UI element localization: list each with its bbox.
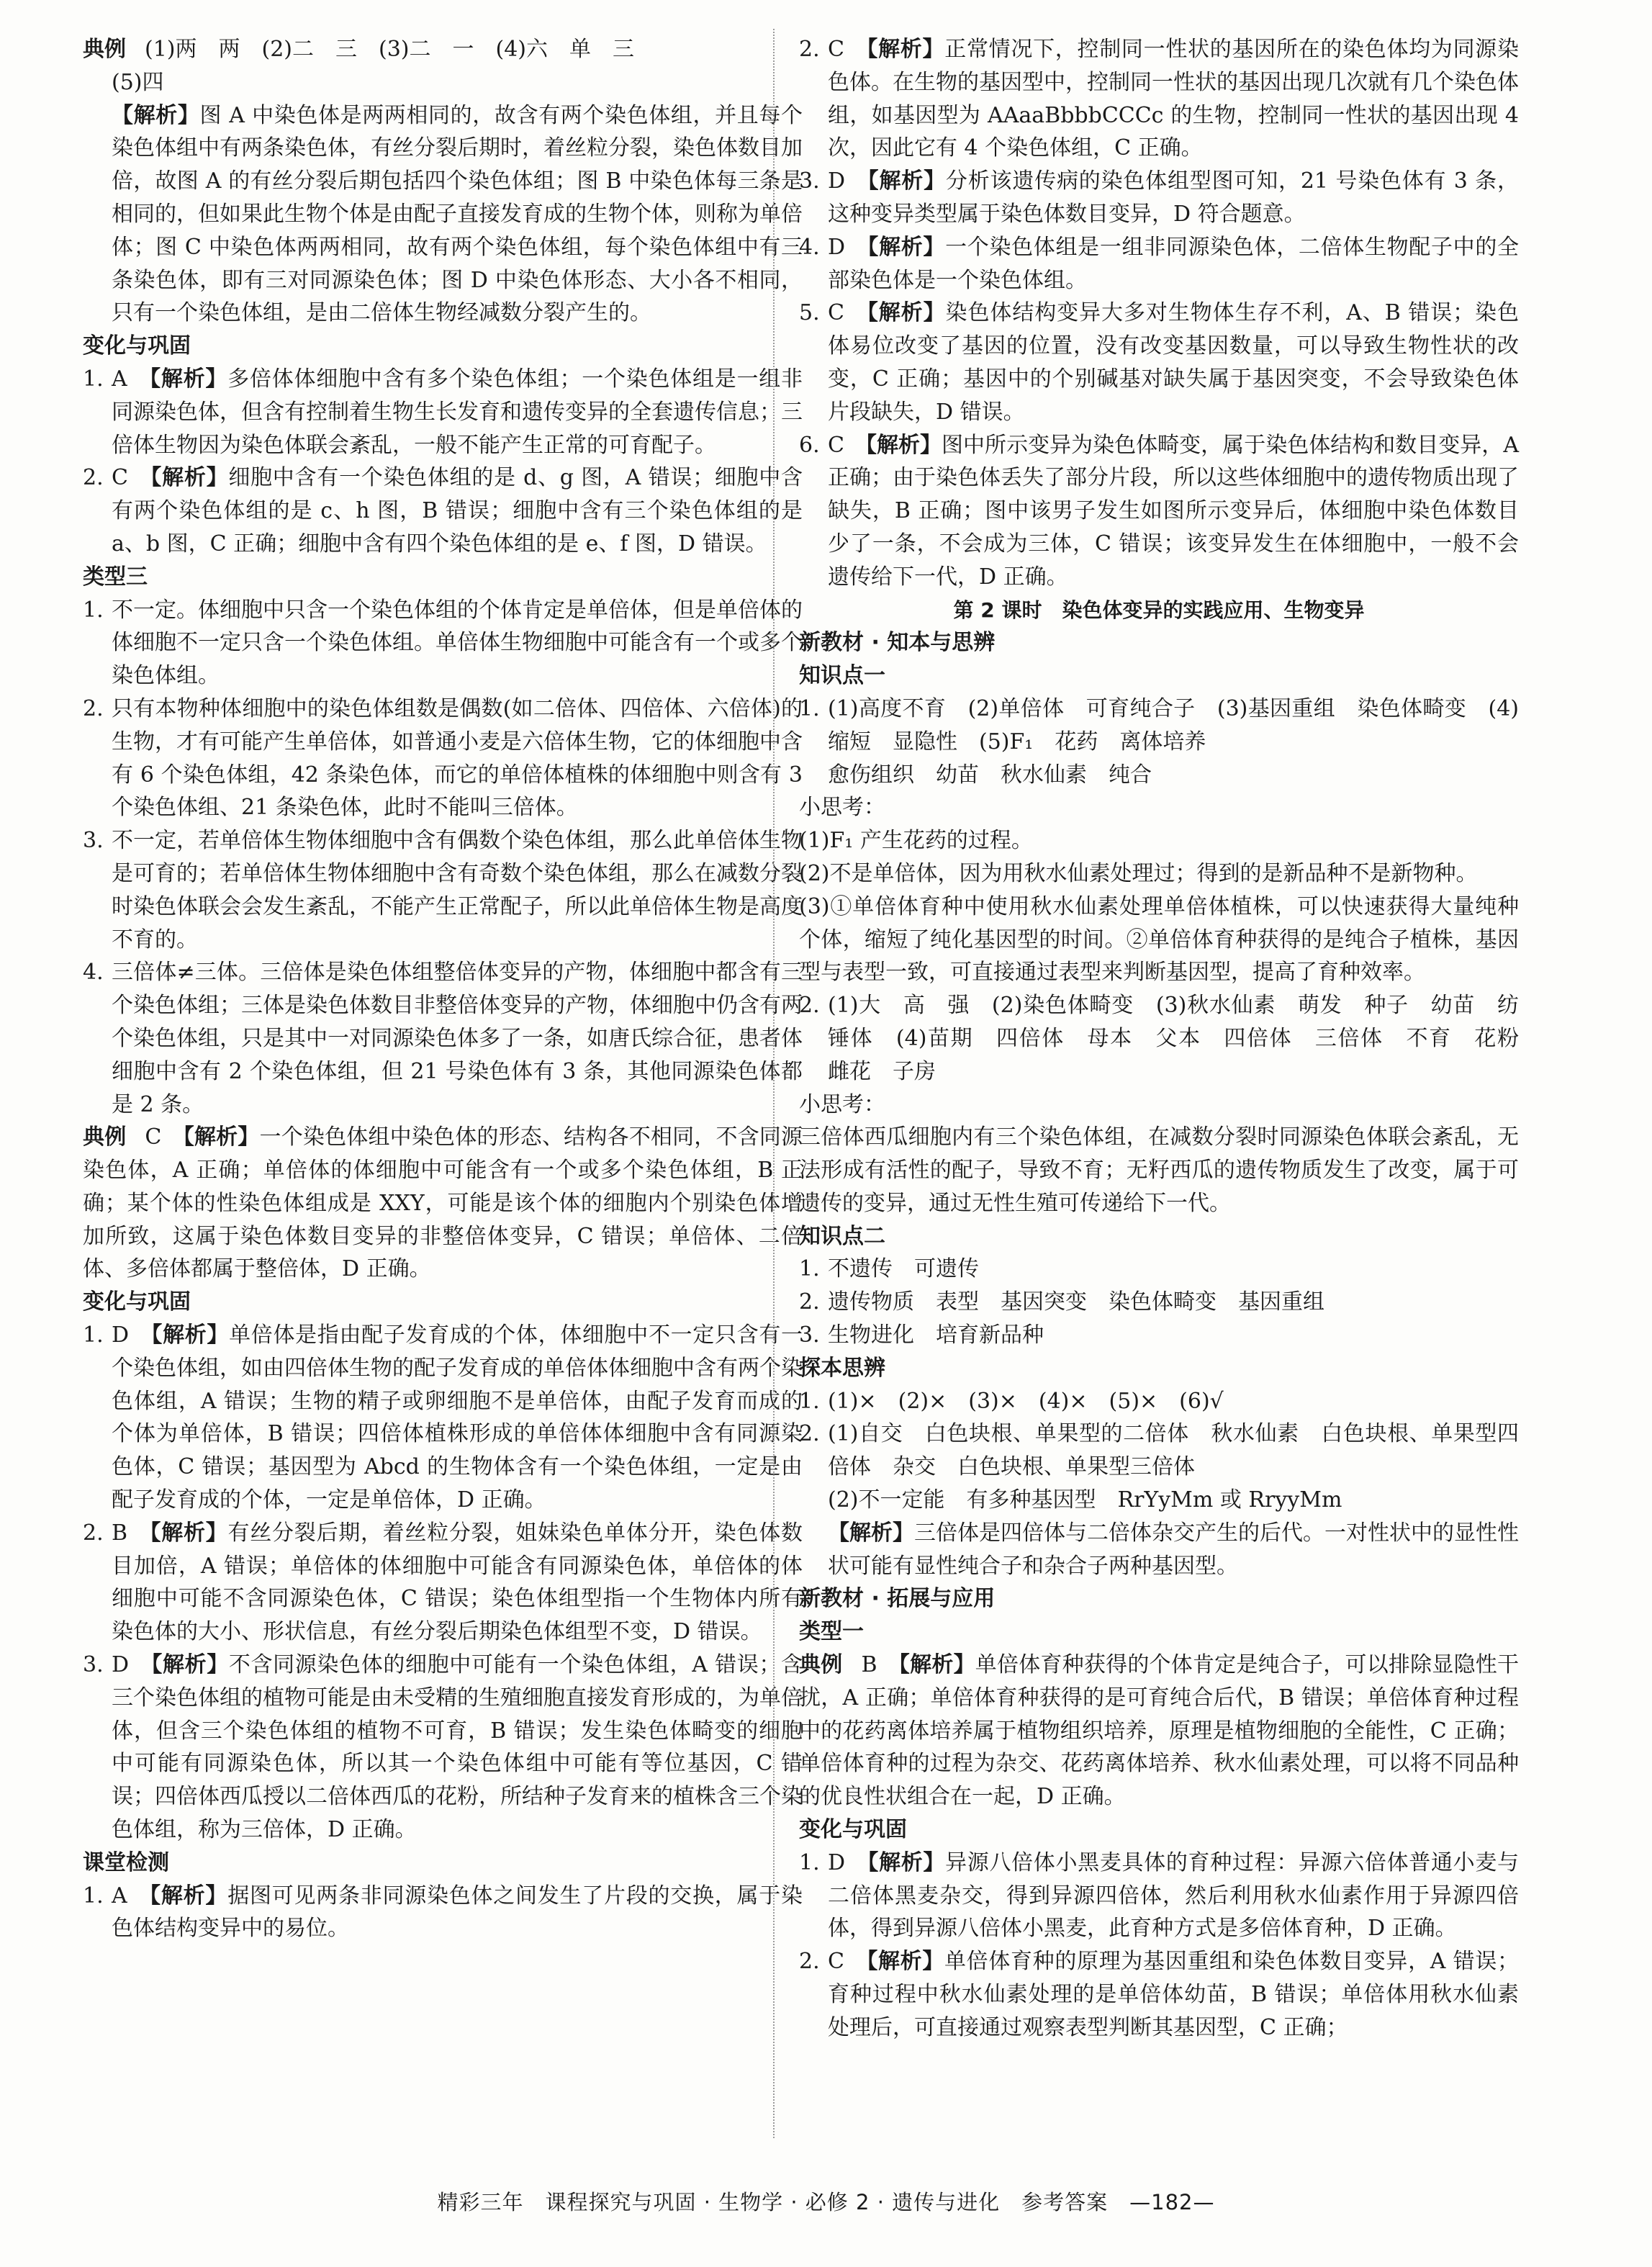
answer-paragraph	[83, 33, 803, 66]
analysis-marker: 【解析】	[865, 432, 942, 458]
item-text: 三倍体≠三体。三倍体是染色体组整倍体变异的产物，体细胞中都含有三个染色体组；三体是染色体数目非整倍体变异的产物，体细胞中仍含有两个染色体组，只是其中一对同源染色体多了一条，如唐氏综合征，患者体细胞中含有 2 个染色体组，但 21 号染色体有 3 条，其他同源染色体都是 2 条。	[112, 960, 803, 1117]
item-text: C 【解析】染色体结构变异大多对生物体生存不利，A、B 错误；染色体易位改变了基因的位置，没有改变基因数量，可以导致生物性状的改变，C 正确；基因中的个别碱基对缺失属于基因突变，不会导致染色体片段缺失，D 错误。	[828, 300, 1519, 425]
item-number: 1.	[799, 1388, 820, 1414]
label-tag: 典例	[83, 37, 126, 62]
section-heading: 类型一	[799, 1619, 864, 1645]
paragraph-text: 小思考：	[799, 1091, 885, 1117]
item-text: 不遗传 可遗传	[828, 1256, 979, 1282]
analysis-marker: 【解析】	[150, 1520, 228, 1546]
paragraph-text: (3)①单倍体育种中使用秋水仙素处理单倍体植株，可以快速获得大量纯种个体，缩短了纯化基因型的时间。②单倍体育种获得的是纯合子植株，基因型与表型一致，可直接通过表型来判断基因型，提高了育种效率。	[799, 893, 1519, 986]
item-text: B 【解析】有丝分裂后期，着丝粒分裂，姐妹染色单体分开，染色体数目加倍，A 错误；单倍体的体细胞中可能含有同源染色体，单倍体的体细胞中可能不含同源染色体，C 错误；染色体组型指一个生物体内所有染色体的大小、形状信息，有丝分裂后期染色体组型不变，D 错误。	[112, 1520, 803, 1645]
item-number: 1.	[799, 1256, 820, 1282]
answer-paragraph	[799, 1089, 1519, 1122]
answer-item	[83, 693, 803, 824]
item-text: (1)× (2)× (3)× (4)× (5)× (6)√	[828, 1388, 1224, 1414]
answer-paragraph	[799, 891, 1519, 989]
answer-item	[799, 1319, 1519, 1352]
paragraph-text: B 【解析】单倍体育种获得的个体肯定是纯合子，可以排除显隐性干扰，A 正确；单倍体育种获得的是可育纯合后代，B 错误；单倍体育种过程中的花药离体培养属于植物组织培养，原理是植物细胞的全能性，C 正确；单倍体育种的过程为杂交、花药离体培养、秋水仙素处理，可以将不同品种的优良性状组合在一起，D 正确。	[799, 1652, 1520, 1810]
answer-item	[799, 1418, 1519, 1484]
analysis-marker: 【解析】	[151, 1652, 229, 1678]
item-text: C 【解析】细胞中含有一个染色体组的是 d、g 图，A 错误；细胞中含有两个染色体组的是 c、h 图，B 错误；细胞中含有三个染色体组的是 a、b 图，C 正确；细胞中含有四个染色体组的是 e、f 图，D 错误。	[112, 465, 803, 556]
answer-paragraph	[799, 759, 1519, 792]
item-number: 1.	[83, 1883, 104, 1908]
answer-item	[799, 1385, 1519, 1418]
item-text: D 【解析】异源八倍体小黑麦具体的育种过程：异源六倍体普通小麦与二倍体黑麦杂交，得到异源四倍体，然后利用秋水仙素作用于异源四倍体，得到异源八倍体小黑麦，此育种方式是多倍体育种，D 正确。	[828, 1849, 1519, 1942]
label-tag: 【解析】	[112, 102, 200, 128]
item-number: 5.	[799, 300, 820, 326]
lesson-title: 第 2 课时 染色体变异的实践应用、生物变异	[953, 598, 1365, 622]
analysis-marker: 【解析】	[867, 1949, 944, 1975]
answer-item	[83, 1649, 803, 1847]
answer-item	[799, 33, 1519, 165]
item-number: 2.	[799, 993, 820, 1019]
item-number: 1.	[799, 1849, 820, 1875]
paragraph-text: C 【解析】一个染色体组中染色体的形态、结构各不相同，不含同源染色体，A 正确；单倍体的体细胞中可能含有一个或多个染色体组，B 正确；某个体的性染色体组成是 XXY，可能是该个体的细胞内个别染色体增加所致，这属于染色体数目变异的非整倍体变异，C 错误；单倍体、二倍体、多倍体都属于整倍体，D 正确。	[83, 1125, 803, 1282]
item-text: 遗传物质 表型 基因突变 染色体畸变 基因重组	[828, 1289, 1324, 1315]
answer-item	[799, 1847, 1519, 1945]
analysis-marker: 【解析】	[183, 1125, 260, 1150]
left-column	[83, 33, 803, 1945]
paragraph-text: 小思考：	[799, 795, 885, 821]
analysis-marker: 【解析】	[867, 37, 945, 62]
section-heading: 新教材 · 拓展与应用	[799, 1586, 996, 1612]
item-text: 只有本物种体细胞中的染色体组数是偶数(如二倍体、四倍体、六倍体)的生物，才有可能产生单倍体，如普通小麦是六倍体生物，它的体细胞中含有 6 个染色体组，42 条染色体，而它的单倍体植株的体细胞中则含有 3 个染色体组、21 条染色体，此时不能叫三倍体。	[112, 695, 803, 821]
label-tag: 【解析】	[828, 1520, 914, 1546]
item-text: D 【解析】一个染色体组是一组非同源染色体，二倍体生物配子中的全部染色体是一个染色体组。	[828, 234, 1519, 293]
paragraph-text: (2)不一定能 有多种基因型 RrYyMm 或 RryyMm	[828, 1487, 1342, 1513]
item-text: D 【解析】不含同源染色体的细胞中可能有一个染色体组，A 错误；含三个染色体组的植物可能是由未受精的生殖细胞直接发育形成的，为单倍体，但含三个染色体组的植物不可育，B 错误；发生染色体畸变的细胞中可能有同源染色体，所以其一个染色体组中可能有等位基因，C 错误；四倍体西瓜授以二倍体西瓜的花粉，所结种子发育来的植株含三个染色体组，称为三倍体，D 正确。	[112, 1652, 803, 1843]
label-tag: 典例	[83, 1125, 127, 1150]
item-number: 4.	[799, 234, 820, 260]
item-number: 3.	[799, 1322, 820, 1348]
answer-paragraph	[799, 857, 1519, 891]
item-number: 2.	[83, 1520, 104, 1546]
answer-item	[83, 824, 803, 956]
answer-item	[799, 693, 1519, 759]
paragraph-text: 三倍体西瓜细胞内有三个染色体组，在减数分裂时同源染色体联会紊乱，无法形成有活性的配子，导致不育；无籽西瓜的遗传物质发生了改变，属于可遗传的变异，通过无性生殖可传递给下一代。	[799, 1125, 1519, 1216]
answer-item	[83, 461, 803, 560]
analysis-marker: 【解析】	[150, 1883, 228, 1908]
item-text: D 【解析】分析该遗传病的染色体组型图可知，21 号染色体有 3 条，这种变异类型属于染色体数目变异，D 符合题意。	[828, 168, 1519, 227]
answer-item	[799, 231, 1519, 297]
answer-item	[799, 297, 1519, 428]
answer-item	[799, 989, 1540, 1088]
section-heading: 变化与巩固	[83, 1289, 191, 1315]
item-text: C 【解析】单倍体育种的原理为基因重组和染色体数目变异，A 错误；育种过程中秋水仙素处理的是单倍体幼苗，B 错误；单倍体用秋水仙素处理后，可直接通过观察表型判断其基因型，C 正确；	[828, 1949, 1519, 2040]
item-text: C 【解析】图中所示变异为染色体畸变，属于染色体结构和数目变异，A 正确；由于染色体丢失了部分片段，所以这些体细胞中的遗传物质出现了缺失，B 正确；图中该男子发生如图所示变异后，体细胞中染色体数目少了一条，不会成为三体，C 错误；该变异发生在体细胞中，一般不会遗传给下一代，D 正确。	[828, 432, 1519, 590]
analysis-marker: 【解析】	[867, 1849, 946, 1875]
answer-item	[83, 1319, 803, 1517]
answer-paragraph	[799, 1649, 1519, 1813]
item-number: 2.	[83, 465, 104, 491]
item-number: 1.	[83, 1322, 104, 1348]
section-heading: 新教材 · 知本与思辨	[799, 630, 996, 656]
analysis-marker: 【解析】	[150, 465, 229, 491]
item-number: 1.	[83, 366, 104, 392]
answer-item	[83, 594, 803, 693]
item-number: 4.	[83, 960, 104, 986]
section-heading: 知识点一	[799, 663, 885, 689]
item-text: C 【解析】正常情况下，控制同一性状的基因所在的染色体均为同源染色体。在生物的基因型中，控制同一性状的基因出现几次就有几个染色体组，如基因型为 AAaaBbbbCCCc 的生物，控制同一性状的基因出现 4 次，因此它有 4 个染色体组，C 正确。	[828, 37, 1520, 161]
right-column	[799, 33, 1540, 2045]
answer-item	[83, 1517, 803, 1649]
item-text: A 【解析】据图可见两条非同源染色体之间发生了片段的交换，属于染色体结构变异中的易位。	[112, 1883, 803, 1942]
answer-paragraph	[799, 1121, 1519, 1220]
analysis-marker: 【解析】	[898, 1652, 975, 1678]
section-heading: 探本思辨	[799, 1355, 885, 1381]
item-number: 3.	[83, 1652, 104, 1678]
item-text: D 【解析】单倍体是指由配子发育成的个体，体细胞中不一定只含有一个染色体组，如由四倍体生物的配子发育成的单倍体体细胞中含有两个染色体组，A 错误；生物的精子或卵细胞不是单倍体，由配子发育而成的个体为单倍体，B 错误；四倍体植株形成的单倍体体细胞中含有同源染色体，C 错误；基因型为 Abcd 的生物体含有一个染色体组，一定是由配子发育成的个体，一定是单倍体，D 正确。	[112, 1322, 803, 1513]
answer-paragraph	[799, 791, 1519, 824]
answer-paragraph	[799, 824, 1519, 857]
analysis-marker: 【解析】	[867, 300, 946, 326]
item-text: (1)高度不育 (2)单倍体 可育纯合子 (3)基因重组 染色体畸变 (4)缩短 显隐性 (5)F₁ 花药 离体培养	[828, 695, 1519, 754]
section-heading: 变化与巩固	[799, 1817, 907, 1843]
item-number: 2.	[799, 1949, 820, 1975]
paragraph-text: (2)不是单倍体，因为用秋水仙素处理过；得到的是新品种不是新物种。	[799, 860, 1478, 886]
answer-paragraph	[83, 66, 803, 99]
section-heading: 类型三	[83, 564, 148, 590]
paragraph-text: 三倍体是四倍体与二倍体杂交产生的后代。一对性状中的显性性状可能有显性纯合子和杂合子两种基因型。	[828, 1520, 1519, 1579]
item-number: 2.	[83, 695, 104, 721]
answer-item	[799, 1286, 1519, 1319]
paragraph-text: 图 A 中染色体是两两相同的，故含有两个染色体组，并且每个染色体组中有两条染色体，有丝分裂后期时，着丝粒分裂，染色体数目加倍，故图 A 的有丝分裂后期包括四个染色体组；图 B 中染色体每三条是相同的，但如果此生物个体是由配子直接发育成的生物个体，则称为单倍体；图 C 中染色体两两相同，故有两个染色体组，每个染色体组中有三条染色体，即有三对同源染色体；图 D 中染色体形态、大小各不相同，只有一个染色体组，是由二倍体生物经减数分裂产生的。	[112, 102, 803, 326]
answer-item	[799, 165, 1519, 231]
page-footer: 精彩三年 课程探究与巩固 · 生物学 · 必修 2 · 遗传与进化 参考答案 —182—	[437, 2190, 1215, 2214]
answer-item	[799, 1945, 1519, 2044]
paragraph-text: (1)两 两 (2)二 三 (3)二 一 (4)六 单 三	[145, 37, 634, 62]
label-tag: 典例	[799, 1652, 843, 1678]
answer-item	[83, 1880, 803, 1946]
item-text: 生物进化 培育新品种	[828, 1322, 1044, 1348]
column-divider	[773, 29, 775, 2138]
item-number: 2.	[799, 1421, 820, 1447]
analysis-marker: 【解析】	[867, 234, 946, 260]
item-text: 不一定，若单倍体生物体细胞中含有偶数个染色体组，那么此单倍体生物是可育的；若单倍体生物体细胞中含有奇数个染色体组，那么在减数分裂时染色体联会会发生紊乱，不能产生正常配子，所以此单倍体生物是高度不育的。	[112, 828, 803, 952]
section-heading: 课堂检测	[83, 1849, 169, 1875]
answer-paragraph	[799, 1484, 1519, 1517]
analysis-marker: 【解析】	[151, 1322, 230, 1348]
analysis-marker: 【解析】	[867, 168, 946, 194]
answer-paragraph	[799, 1517, 1519, 1583]
section-heading: 变化与巩固	[83, 333, 191, 359]
item-text: 不一定。体细胞中只含一个染色体组的个体肯定是单倍体，但是单倍体的体细胞不一定只含一个染色体组。单倍体生物细胞中可能含有一个或多个染色体组。	[112, 597, 803, 689]
answer-item	[83, 363, 803, 461]
paragraph-text: 愈伤组织 幼苗 秋水仙素 纯合	[828, 762, 1152, 788]
item-number: 3.	[83, 828, 104, 854]
answer-item	[799, 1253, 1519, 1286]
item-number: 6.	[799, 432, 820, 458]
analysis-marker: 【解析】	[150, 366, 228, 392]
answer-item	[83, 956, 803, 1121]
answer-paragraph	[83, 1121, 803, 1286]
item-text: A 【解析】多倍体体细胞中含有多个染色体组；一个染色体组是一组非同源染色体，但含有控制着生物生长发育和遗传变异的全套遗传信息；三倍体生物因为染色体联会紊乱，一般不能产生正常的可育配子。	[112, 366, 803, 458]
item-number: 3.	[799, 168, 820, 194]
answer-item	[799, 429, 1519, 594]
section-heading: 知识点二	[799, 1223, 885, 1249]
item-text: (1)自交 白色块根、单果型的二倍体 秋水仙素 白色块根、单果型四倍体 杂交 白色块根、单果型三倍体	[828, 1421, 1519, 1480]
answer-paragraph	[83, 99, 803, 330]
item-number: 1.	[83, 597, 104, 623]
item-number: 2.	[799, 1289, 820, 1315]
item-number: 1.	[799, 695, 820, 721]
item-number: 2.	[799, 37, 820, 62]
item-text: (1)大 高 强 (2)染色体畸变 (3)秋水仙素 萌发 种子 幼苗 纺锤体 (4)苗期 四倍体 母本 父本 四倍体 三倍体 不育 花粉 雌花 子房	[828, 993, 1540, 1084]
paragraph-text: (5)四	[112, 69, 164, 95]
paragraph-text: (1)F₁ 产生花药的过程。	[799, 828, 1033, 854]
